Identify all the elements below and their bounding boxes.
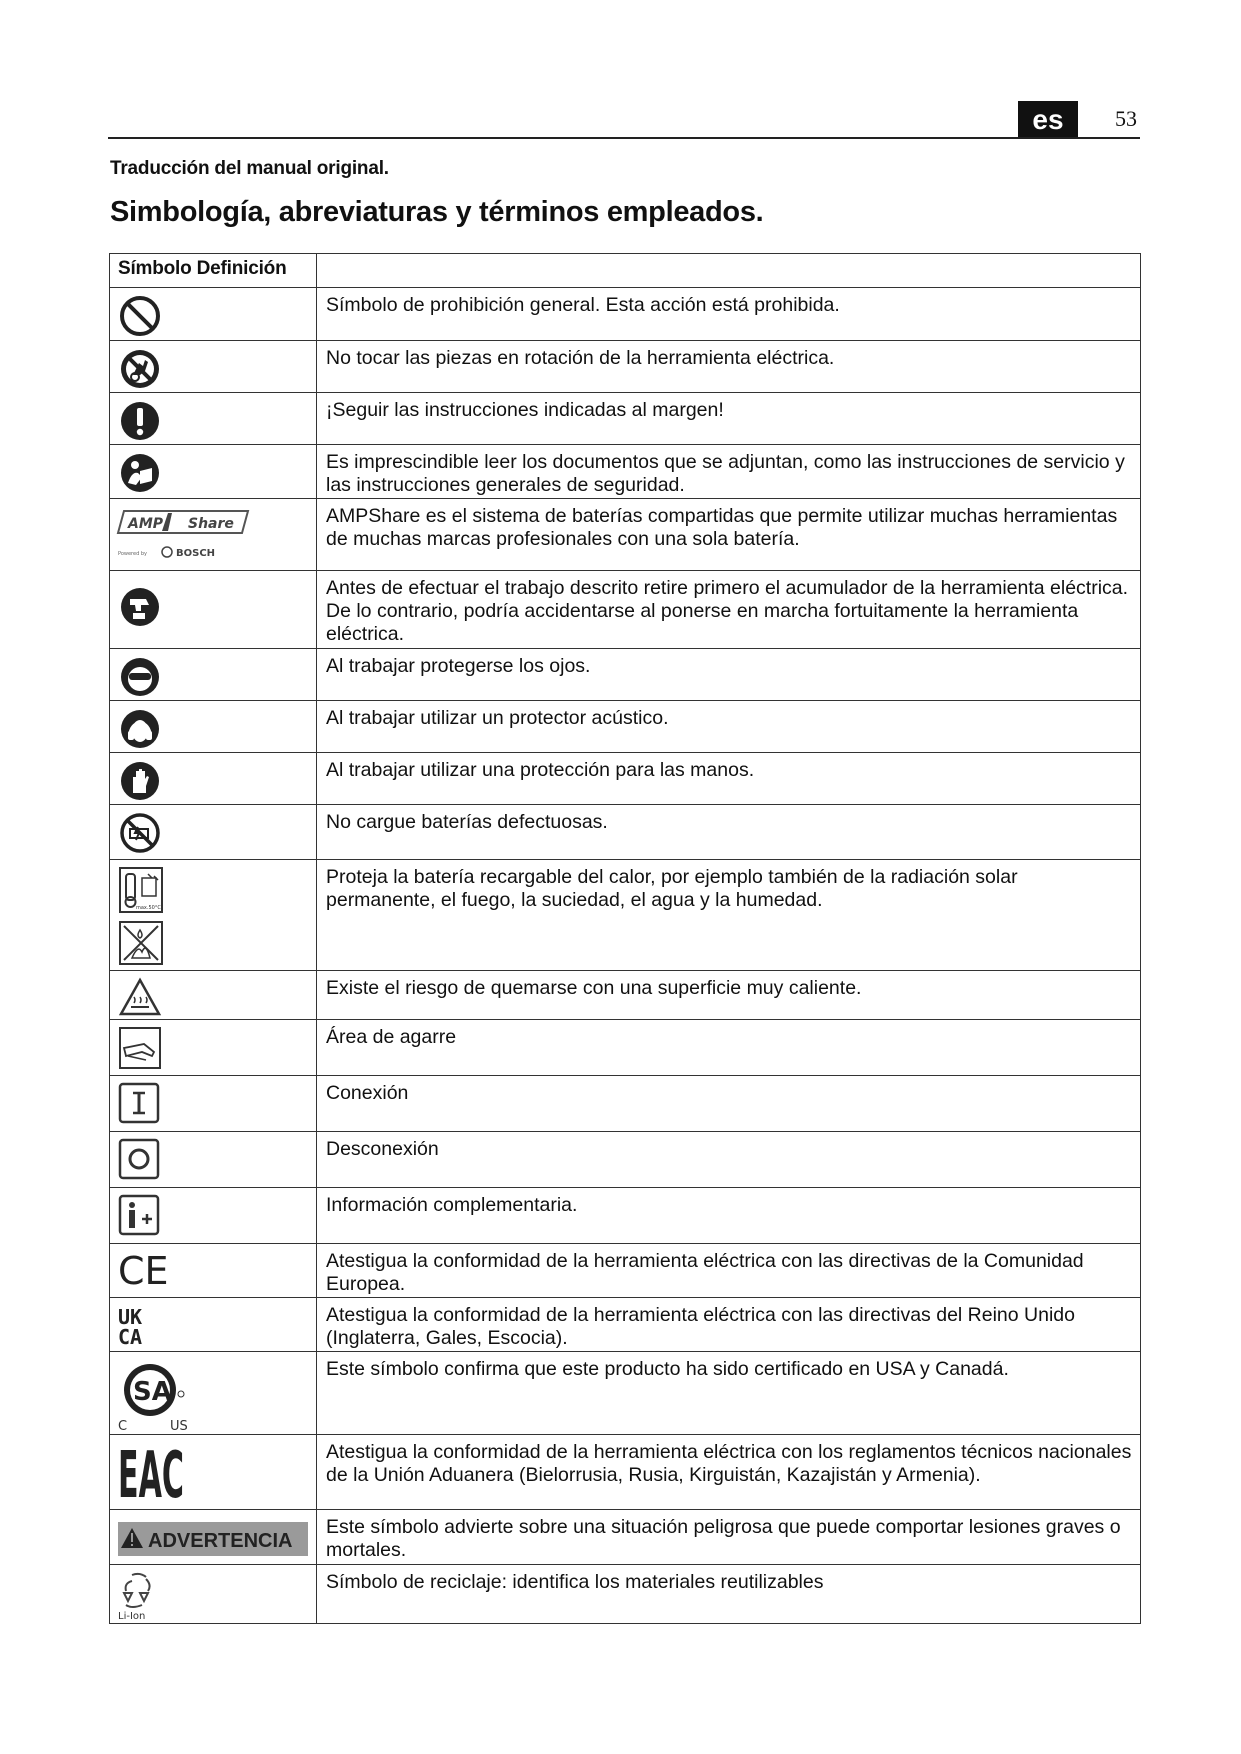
- table-row: [110, 571, 1141, 649]
- symbol-cell: [110, 753, 317, 805]
- symbol-cell: [110, 1132, 317, 1188]
- table-row: [110, 1076, 1141, 1132]
- subtitle: Traducción del manual original.: [110, 158, 389, 179]
- header-rule: [108, 137, 1140, 139]
- instructions-exclamation-icon: [118, 399, 162, 443]
- definition-cell: Atestigua la conformidad de la herramienta eléctrica con las directivas de la Comunidad Europea.: [317, 1244, 1141, 1298]
- definition-cell: Atestigua la conformidad de la herramienta eléctrica con los reglamentos técnicos nacionales de la Unión Aduanera (Bielorrusia, Rusia, Kirguistán, Kazajistán y Armenia).: [317, 1435, 1141, 1510]
- definition-cell: Conexión: [317, 1076, 1141, 1132]
- ampshare-share-text: Share: [188, 516, 234, 532]
- definition-cell: Desconexión: [317, 1132, 1141, 1188]
- symbol-cell: [110, 860, 317, 971]
- symbol-cell: [110, 288, 317, 341]
- no-charge-defective-battery-icon: [118, 811, 162, 855]
- symbols-table: [109, 253, 1141, 1624]
- page-number: 53: [1115, 106, 1137, 131]
- ear-protection-icon: [118, 707, 162, 751]
- symbol-cell: [110, 393, 317, 445]
- table-row: [110, 1188, 1141, 1244]
- table-row: [110, 971, 1141, 1020]
- definition-cell: Existe el riesgo de quemarse con una superficie muy caliente.: [317, 971, 1141, 1020]
- definition-cell: Área de agarre: [317, 1020, 1141, 1076]
- col-definition-header: Definición: [196, 258, 287, 279]
- col-symbol-header: Símbolo: [118, 258, 192, 279]
- table-row: [110, 393, 1141, 445]
- powered-by-text: Powered by: [118, 551, 147, 557]
- table-row: [110, 649, 1141, 701]
- symbol-cell: [110, 1565, 317, 1624]
- symbol-cell: [110, 1020, 317, 1076]
- table-row: [110, 499, 1141, 571]
- csa-us-text: US: [170, 1419, 188, 1434]
- definition-cell: Es imprescindible leer los documentos que se adjuntan, como las instrucciones de servicio y las instrucciones generales de seguridad.: [317, 445, 1141, 499]
- table-row: [110, 753, 1141, 805]
- table-header: [110, 254, 317, 288]
- temp-max-text: max.50°C: [136, 905, 161, 911]
- symbol-cell: [110, 341, 317, 393]
- ampshare-amp-text: AMP: [128, 516, 164, 532]
- table-row: [110, 445, 1141, 499]
- symbol-cell: [110, 701, 317, 753]
- warning-badge: [118, 1520, 310, 1558]
- csa-c-text: C: [118, 1419, 128, 1434]
- definition-cell: Al trabajar utilizar una protección para las manos.: [317, 753, 1141, 805]
- symbol-cell: [110, 1298, 317, 1352]
- definition-cell: No tocar las piezas en rotación de la herramienta eléctrica.: [317, 341, 1141, 393]
- definition-cell: Este símbolo confirma que este producto ha sido certificado en USA y Canadá.: [317, 1352, 1141, 1435]
- page-title: Simbología, abreviaturas y términos empleados.: [110, 196, 764, 228]
- table-row: [110, 1298, 1141, 1352]
- table-row: [110, 1244, 1141, 1298]
- prohibition-icon: [118, 294, 162, 338]
- definition-cell: Proteja la batería recargable del calor, por ejemplo también de la radiación solar permanente, el fuego, la suciedad, el agua y la humedad.: [317, 860, 1141, 971]
- symbol-cell: [110, 571, 317, 649]
- ukca-ca-text: CA: [118, 1325, 143, 1349]
- bosch-text: BOSCH: [176, 548, 216, 559]
- hot-surface-icon: [118, 977, 162, 1017]
- definition-cell: AMPShare es el sistema de baterías compartidas que permite utilizar muchas herramientas de muchas marcas profesionales con una sola batería.: [317, 499, 1141, 571]
- hand-protection-icon: [118, 759, 162, 803]
- symbol-cell: [110, 499, 317, 571]
- symbol-cell: [110, 971, 317, 1020]
- definition-cell: Antes de efectuar el trabajo descrito retire primero el acumulador de la herramienta eléctrica. De lo contrario, podría accidentarse al ponerse en marcha fortuitamente la herramienta eléctrica.: [317, 571, 1141, 649]
- power-off-icon: [118, 1138, 162, 1182]
- recycling-liion-icon: [118, 1571, 162, 1621]
- definition-cell: Símbolo de prohibición general. Esta acción está prohibida.: [317, 288, 1141, 341]
- table-row: [110, 860, 1141, 971]
- eac-mark-icon: [118, 1439, 188, 1513]
- symbol-cell: [110, 1352, 317, 1435]
- definition-cell: No cargue baterías defectuosas.: [317, 805, 1141, 860]
- symbol-cell: [110, 1188, 317, 1244]
- read-manual-icon: [118, 451, 162, 495]
- table-row: [110, 701, 1141, 753]
- power-on-icon: [118, 1082, 162, 1126]
- table-header-empty: [317, 254, 1141, 288]
- symbol-cell: [110, 445, 317, 499]
- language-tab: es: [1018, 101, 1078, 137]
- table-row: [110, 1565, 1141, 1624]
- grip-area-icon: [118, 1026, 162, 1070]
- eac-mark-text: EAC: [118, 1439, 184, 1513]
- ukca-mark-icon: [118, 1304, 158, 1348]
- table-row: [110, 1352, 1141, 1435]
- ce-mark-text: CE: [118, 1249, 169, 1293]
- battery-heat-water-icon: [118, 866, 168, 968]
- table-row: [110, 1132, 1141, 1188]
- symbol-cell: [110, 1510, 317, 1565]
- symbol-cell: [110, 1244, 317, 1298]
- definition-cell: Este símbolo advierte sobre una situación peligrosa que puede comportar lesiones graves o mortales.: [317, 1510, 1141, 1565]
- symbol-cell: [110, 649, 317, 701]
- svg-text:SA: SA: [133, 1377, 172, 1407]
- remove-battery-icon: [118, 585, 162, 629]
- symbol-cell: [110, 1435, 317, 1513]
- table-row: [110, 1510, 1141, 1565]
- definition-cell: Símbolo de reciclaje: identifica los materiales reutilizables: [317, 1565, 1141, 1624]
- definition-cell: Al trabajar utilizar un protector acústico.: [317, 701, 1141, 753]
- definition-cell: Información complementaria.: [317, 1188, 1141, 1244]
- table-row: [110, 288, 1141, 341]
- symbol-cell: [110, 1076, 317, 1132]
- eye-protection-icon: [118, 655, 162, 699]
- info-plus-icon: [118, 1194, 162, 1238]
- ce-mark-icon: [118, 1249, 172, 1293]
- symbol-cell: [110, 805, 317, 860]
- table-row: [110, 805, 1141, 860]
- ampshare-logo: [118, 505, 258, 563]
- definition-cell: Atestigua la conformidad de la herramienta eléctrica con las directivas del Reino Unido (Inglaterra, Gales, Escocia).: [317, 1298, 1141, 1352]
- ukca-uk-text: UK: [118, 1305, 143, 1329]
- liion-text: Li-Ion: [118, 1611, 146, 1622]
- table-row: [110, 1020, 1141, 1076]
- definition-cell: Al trabajar protegerse los ojos.: [317, 649, 1141, 701]
- csa-mark-icon: [118, 1358, 208, 1432]
- definition-cell: ¡Seguir las instrucciones indicadas al margen!: [317, 393, 1141, 445]
- table-header-row: [110, 254, 1141, 288]
- table-row: [110, 341, 1141, 393]
- table-row: [110, 1435, 1141, 1510]
- advertencia-text: ADVERTENCIA: [148, 1530, 293, 1552]
- no-touch-rotating-icon: [118, 347, 162, 391]
